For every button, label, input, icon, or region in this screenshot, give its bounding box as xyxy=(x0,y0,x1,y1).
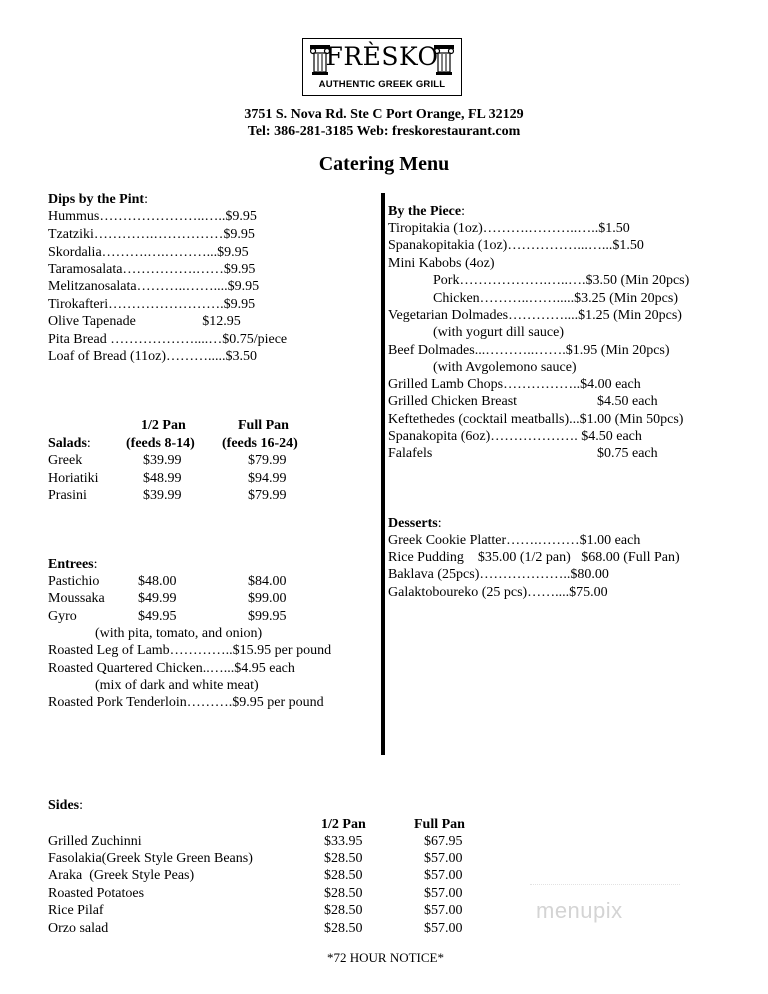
salad-full-price: $79.99 xyxy=(248,453,287,468)
dips-heading-colon: : xyxy=(144,192,148,207)
side-full-price: $57.00 xyxy=(424,903,463,918)
entree-full-price: $84.00 xyxy=(248,574,287,589)
side-name: Fasolakia(Greek Style Green Beans) xyxy=(48,851,253,866)
watermark-dots xyxy=(530,884,680,891)
side-half-price: $28.50 xyxy=(324,868,363,883)
sides-heading-label: Sides xyxy=(48,798,80,813)
list-item: Skordalia……….….………...$9.95 xyxy=(48,245,249,260)
list-item: Vegetarian Dolmades…………....$1.25 (Min 20pcs) xyxy=(388,308,682,323)
list-item-note: (with yogurt dill sauce) xyxy=(433,325,565,340)
list-item: Taramosalata…………….……$9.95 xyxy=(48,262,256,277)
dips-heading xyxy=(48,191,148,208)
side-full-price: $57.00 xyxy=(424,851,463,866)
entree-half-price: $49.95 xyxy=(138,609,177,624)
entree-name: Gyro xyxy=(48,609,77,624)
entrees-heading-colon: : xyxy=(93,557,98,572)
salad-half-price: $39.99 xyxy=(143,453,182,468)
list-item: Grilled Lamb Chops……………..$4.00 each xyxy=(388,377,641,392)
sides-heading-colon: : xyxy=(79,798,84,813)
address: 3751 S. Nova Rd. Ste C Port Orange, FL 32129 xyxy=(244,107,524,122)
notice: *72 HOUR NOTICE* xyxy=(327,950,444,965)
sides-half-pan-head: 1/2 Pan xyxy=(321,817,366,832)
side-name: Grilled Zuchinni xyxy=(48,834,142,849)
entree-full-price: $99.95 xyxy=(248,609,287,624)
desserts-heading xyxy=(388,515,442,532)
side-name: Orzo salad xyxy=(48,921,109,936)
list-item: Melitzanosalata………..……....$9.95 xyxy=(48,279,260,294)
list-item: Galaktoboureko (25 pcs)……....$75.00 xyxy=(388,585,608,600)
side-half-price: $28.50 xyxy=(324,886,363,901)
salad-half-price: $39.99 xyxy=(143,488,182,503)
side-name: Roasted Potatoes xyxy=(48,886,145,901)
list-item: Falafels xyxy=(388,446,433,461)
entrees-heading-label: Entrees xyxy=(48,557,94,572)
side-name: Araka (Greek Style Peas) xyxy=(48,868,195,883)
list-item: Tirokafteri…………………….$9.95 xyxy=(48,297,256,312)
list-item: Tzatziki………….……………$9.95 xyxy=(48,227,255,242)
restaurant-logo xyxy=(302,38,462,96)
salads-heading-colon: : xyxy=(86,436,91,451)
salads-half-pan-sub: (feeds 8-14) xyxy=(126,436,195,451)
lamb-item: Roasted Leg of Lamb…………..$15.95 per pound xyxy=(48,643,332,658)
list-item: Baklava (25pcs)………………..$80.00 xyxy=(388,567,609,582)
side-name: Rice Pilaf xyxy=(48,903,104,918)
salads-full-pan-head: Full Pan xyxy=(238,418,289,433)
entrees-heading xyxy=(48,556,98,573)
chicken-note: (mix of dark and white meat) xyxy=(95,678,259,693)
side-half-price: $28.50 xyxy=(324,851,363,866)
list-item-note: (with Avgolemono sauce) xyxy=(433,360,577,375)
list-item: Hummus…………………..…..$9.95 xyxy=(48,209,257,224)
contact-line: Tel: 386-281-3185 Web: freskorestaurant.com xyxy=(247,124,521,139)
list-item: Chicken………..…….....$3.25 (Min 20pcs) xyxy=(433,291,678,306)
list-item: Loaf of Bread (11oz)……….....$3.50 xyxy=(48,349,258,364)
side-full-price: $57.00 xyxy=(424,921,463,936)
side-full-price: $57.00 xyxy=(424,886,463,901)
list-item: Olive Tapenade $12.95 xyxy=(48,314,241,329)
list-item-price: $4.50 each xyxy=(597,394,658,409)
salads-heading xyxy=(48,435,91,452)
brand-tagline: AUTHENTIC GREEK GRILL xyxy=(318,79,446,90)
list-item: Spanakopitakia (1oz)……………...…...$1.50 xyxy=(388,238,644,253)
list-item: Pita Bread ………………....…$0.75/piece xyxy=(48,332,288,347)
side-half-price: $28.50 xyxy=(324,903,363,918)
page-title: Catering Menu xyxy=(318,153,450,175)
list-item: Beef Dolmades...………..…….$1.95 (Min 20pcs) xyxy=(388,343,670,358)
side-full-price: $67.95 xyxy=(424,834,463,849)
entree-full-price: $99.00 xyxy=(248,591,287,606)
salad-full-price: $79.99 xyxy=(248,488,287,503)
entree-half-price: $49.99 xyxy=(138,591,177,606)
column-divider xyxy=(381,193,385,755)
list-item: Mini Kabobs (4oz) xyxy=(388,256,495,271)
list-item: Greek Cookie Platter…….………$1.00 each xyxy=(388,533,641,548)
list-item: Pork……………….…..….$3.50 (Min 20pcs) xyxy=(433,273,690,288)
list-item-price: $0.75 each xyxy=(597,446,658,461)
salad-half-price: $48.99 xyxy=(143,471,182,486)
salads-full-pan-sub: (feeds 16-24) xyxy=(222,436,298,451)
desserts-heading-colon: : xyxy=(437,516,442,531)
side-half-price: $28.50 xyxy=(324,921,363,936)
desserts-heading-label: Desserts xyxy=(388,516,438,531)
list-item: Spanakopita (6oz)………………. $4.50 each xyxy=(388,429,642,444)
chicken-item: Roasted Quartered Chicken..…...$4.95 each xyxy=(48,661,295,676)
salad-name: Prasini xyxy=(48,488,87,503)
by-piece-heading xyxy=(388,203,465,220)
list-item: Grilled Chicken Breast xyxy=(388,394,518,409)
watermark: menupix xyxy=(536,898,623,923)
entree-name: Moussaka xyxy=(48,591,105,606)
brand-name: FRÈSKO xyxy=(325,42,439,71)
side-half-price: $33.95 xyxy=(324,834,363,849)
sides-heading xyxy=(48,797,83,814)
salads-heading-label: Salads xyxy=(48,436,87,451)
by-piece-heading-label: By the Piece xyxy=(388,204,462,219)
entree-name: Pastichio xyxy=(48,574,100,589)
entree-half-price: $48.00 xyxy=(138,574,177,589)
gyro-note: (with pita, tomato, and onion) xyxy=(95,626,263,641)
list-item: Tiropitakia (1oz)……….………..…..$1.50 xyxy=(388,221,630,236)
side-full-price: $57.00 xyxy=(424,868,463,883)
list-item: Keftethedes (cocktail meatballs)...$1.00 (Min 50pcs) xyxy=(388,412,684,427)
salads-half-pan-head: 1/2 Pan xyxy=(141,418,186,433)
pork-item: Roasted Pork Tenderloin……….$9.95 per pound xyxy=(48,695,324,710)
salad-full-price: $94.99 xyxy=(248,471,287,486)
list-item: Rice Pudding $35.00 (1/2 pan) $68.00 (Full Pan) xyxy=(388,550,680,565)
salad-name: Horiatiki xyxy=(48,471,99,486)
salad-name: Greek xyxy=(48,453,83,468)
dips-heading-label: Dips by the Pint xyxy=(48,192,145,207)
by-piece-heading-colon: : xyxy=(461,204,465,219)
sides-full-pan-head: Full Pan xyxy=(414,817,465,832)
